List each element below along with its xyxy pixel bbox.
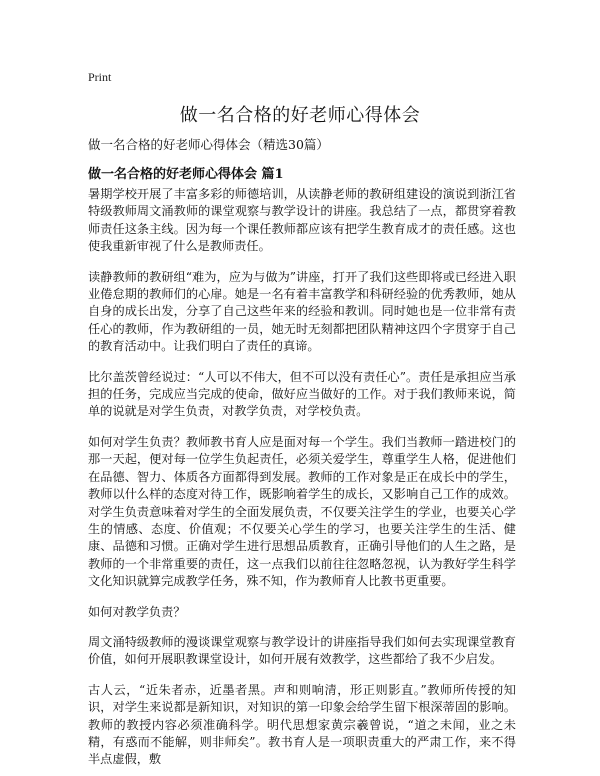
- paragraph-1: 暑期学校开展了丰富多彩的师德培训，从读静老师的教研组建设的演说到浙江省特级教师周文涌教师的课堂观察与教学设计的讲座。我总结了一点，都贯穿着教师责任这条主线。因为每一个课任教师都应该有把学生教育成才的责任感。这也使我重新审视了什么是教师责任。: [88, 187, 516, 254]
- paragraph-7: 古人云，“近朱者赤，近墨者黑。声和则响清，形正则影直。”教师所传授的知识，对学生来说都是新知识，对知识的第一印象会给学生留下根深蒂固的影响。教师的教授内容必须准确科学。明代思想家黄宗羲曾说，“道之未闻，业之未精，有惑而不能解，则非师矣”。教书育人是一项职责重大的严肃工作，来不得半点虚假，敷: [88, 682, 516, 767]
- document-subtitle: 做一名合格的好老师心得体会（精选30篇）: [88, 137, 329, 152]
- section-heading: 做一名合格的好老师心得体会 篇1: [88, 167, 284, 182]
- paragraph-5: 如何对教学负责？: [88, 604, 186, 619]
- paragraph-6: 周文涌特级教师的漫谈课堂观察与教学设计的讲座指导我们如何去实现课堂教育价值，如何开展职教课堂设计，如何开展有效教学，这些都给了我不少启发。: [88, 634, 516, 667]
- paragraph-3: 比尔盖茨曾经说过：“人可以不伟大，但不可以没有责任心”。责任是承担应当承担的任务，完成应当完成的使命，做好应当做好的工作。对于我们教师来说，简单的说就是对学生负责，对教学负责，对学校负责。: [88, 369, 516, 419]
- paragraph-4: 如何对学生负责？教师教书育人应是面对每一个学生。我们当教师一踏进校门的那一天起，便对每一位学生负起责任，必须关爱学生，尊重学生人格，促进他们在品德、智力、体质各方面都得到发展。教师的工作对象是正在成长中的学生，教师以什么样的态度对待工作，既影响着学生的成长，又影响自己工作的成效。对学生负责意味着对学生的全面发展负责，不仅要关注学生的学业，也要关心学生的情感、态度、价值观；不仅要关心学生的学习，也要关注学生的生活、健康、品德和习惯。正确对学生进行思想品质教育，正确引导他们的人生之路，是教师的一个非常重要的责任，这一点我们以前往往忽略忽视，认为教好学生科学文化知识就算完成教学任务，殊不知，作为教师育人比教书更重要。: [88, 434, 516, 589]
- article-body: [88, 186, 516, 776]
- print-link[interactable]: Print: [88, 70, 112, 84]
- document-title: 做一名合格的好老师心得体会: [179, 105, 421, 126]
- paragraph-2: 读静教师的教研组“难为，应为与做为”讲座，打开了我们这些即将或已经进入职业倦怠期的教师们的心扉。她是一名有着丰富教学和科研经验的优秀教师，她从自身的成长出发，分享了自己这些年来的经验和教训。同时她也是一位非常有责任心的教师，作为教研组的一员，她无时无刻都把团队精神这四个字贯穿于自己的教育活动中。让我们明白了责任的真谛。: [88, 269, 516, 354]
